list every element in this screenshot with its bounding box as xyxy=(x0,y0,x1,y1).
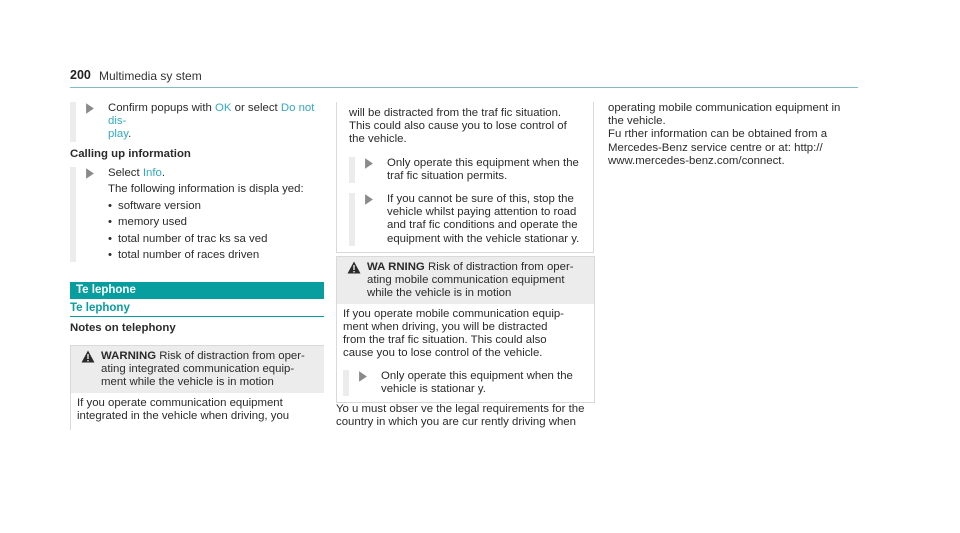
list-item: • total number of trac ks sa ved xyxy=(108,233,326,246)
warning-box xyxy=(70,345,324,430)
ok-link[interactable]: OK xyxy=(215,102,232,114)
closing-paragraph: Yo u must obser ve the legal requirements for the country in which you are cur rently driving when xyxy=(336,403,585,429)
column-1 xyxy=(70,102,326,265)
step-text: Select Info. The following information is displa yed: • software version • memory used • total number of trac ks sa ved • total number of races driven xyxy=(89,167,326,262)
step-bar xyxy=(70,102,76,142)
step-bar xyxy=(349,157,355,183)
page-number: 200 xyxy=(70,68,91,82)
header-divider xyxy=(70,87,858,88)
telephony-subheading: Te lephony xyxy=(70,302,130,314)
do-not-display-link[interactable]: Do not dis- xyxy=(108,102,315,128)
info-list xyxy=(108,200,326,262)
instruction-step: Only operate this equipment when the traf fic situation permits. xyxy=(349,157,585,183)
warning-body: If you operate mobile communication equip- ment when driving, you will be distracted from the traf fic situation. This could also cause you to lose control of the vehicle. Only operate this equipment when the vehicle is stationar y. xyxy=(337,304,594,402)
telephone-banner: Te lephone xyxy=(70,282,324,299)
step-text: Confirm popups with OK or select Do not dis- play. xyxy=(108,102,315,141)
column-3: operating mobile communication equipment in the vehicle. Fu rther information can be obtained from a Mercedes-Benz service centre or at: http:// www.mercedes-benz.com/connect. xyxy=(608,102,870,168)
step-bar xyxy=(343,370,349,396)
warning-box xyxy=(336,256,595,403)
warning-label: WARNING xyxy=(101,350,157,362)
warning-triangle-icon xyxy=(347,261,361,274)
instruction-step: Only operate this equipment when the vehicle is stationar y. xyxy=(343,370,588,396)
column-2 xyxy=(336,102,594,253)
warning-header: WARNING Risk of distraction from oper- ating integrated communication equip- ment while the vehicle is in motion xyxy=(71,346,324,393)
website-link[interactable]: www.mercedes-benz.com/connect. xyxy=(608,154,785,167)
warning-box-continued: will be distracted from the traf fic situation. This could also cause you to lose control of the vehicle. Only operate this equipment when the traf fic situation permits. If you cannot be sure of this, stop the vehicle whilst paying attention to road and traf fic conditions and operate the equipment with the vehicle stationar y. xyxy=(336,102,594,253)
list-item: • software version xyxy=(108,200,326,213)
section-heading: Calling up information xyxy=(70,147,191,160)
warning-triangle-icon xyxy=(81,350,95,363)
arrow-right-icon xyxy=(83,102,97,115)
warning-body: If you operate communication equipment integrated in the vehicle when driving, you xyxy=(77,397,290,422)
step-bar xyxy=(349,193,355,246)
section-title: Multimedia sy stem xyxy=(99,69,202,83)
warning-label: WA RNING xyxy=(367,261,425,273)
instruction-step xyxy=(70,102,326,142)
warning-header: WA RNING Risk of distraction from oper- ating mobile communication equipment while the vehicle is in motion xyxy=(337,257,594,304)
subheading-underline xyxy=(70,316,324,317)
info-intro: The following information is displa yed: xyxy=(108,183,304,196)
arrow-right-icon xyxy=(362,157,376,170)
list-item: • total number of races driven xyxy=(108,249,326,262)
step-bar xyxy=(70,167,76,262)
notes-heading: Notes on telephony xyxy=(70,322,176,334)
instruction-step: If you cannot be sure of this, stop the vehicle whilst paying attention to road and traf fic conditions and operate the equipment with the vehicle stationar y. xyxy=(349,193,585,246)
list-item: • memory used xyxy=(108,216,326,229)
arrow-right-icon xyxy=(83,167,97,180)
do-not-display-link-cont[interactable]: play xyxy=(108,128,129,141)
arrow-right-icon xyxy=(356,370,370,383)
arrow-right-icon xyxy=(362,193,376,206)
info-link[interactable]: Info xyxy=(142,166,162,179)
instruction-step xyxy=(70,167,326,262)
